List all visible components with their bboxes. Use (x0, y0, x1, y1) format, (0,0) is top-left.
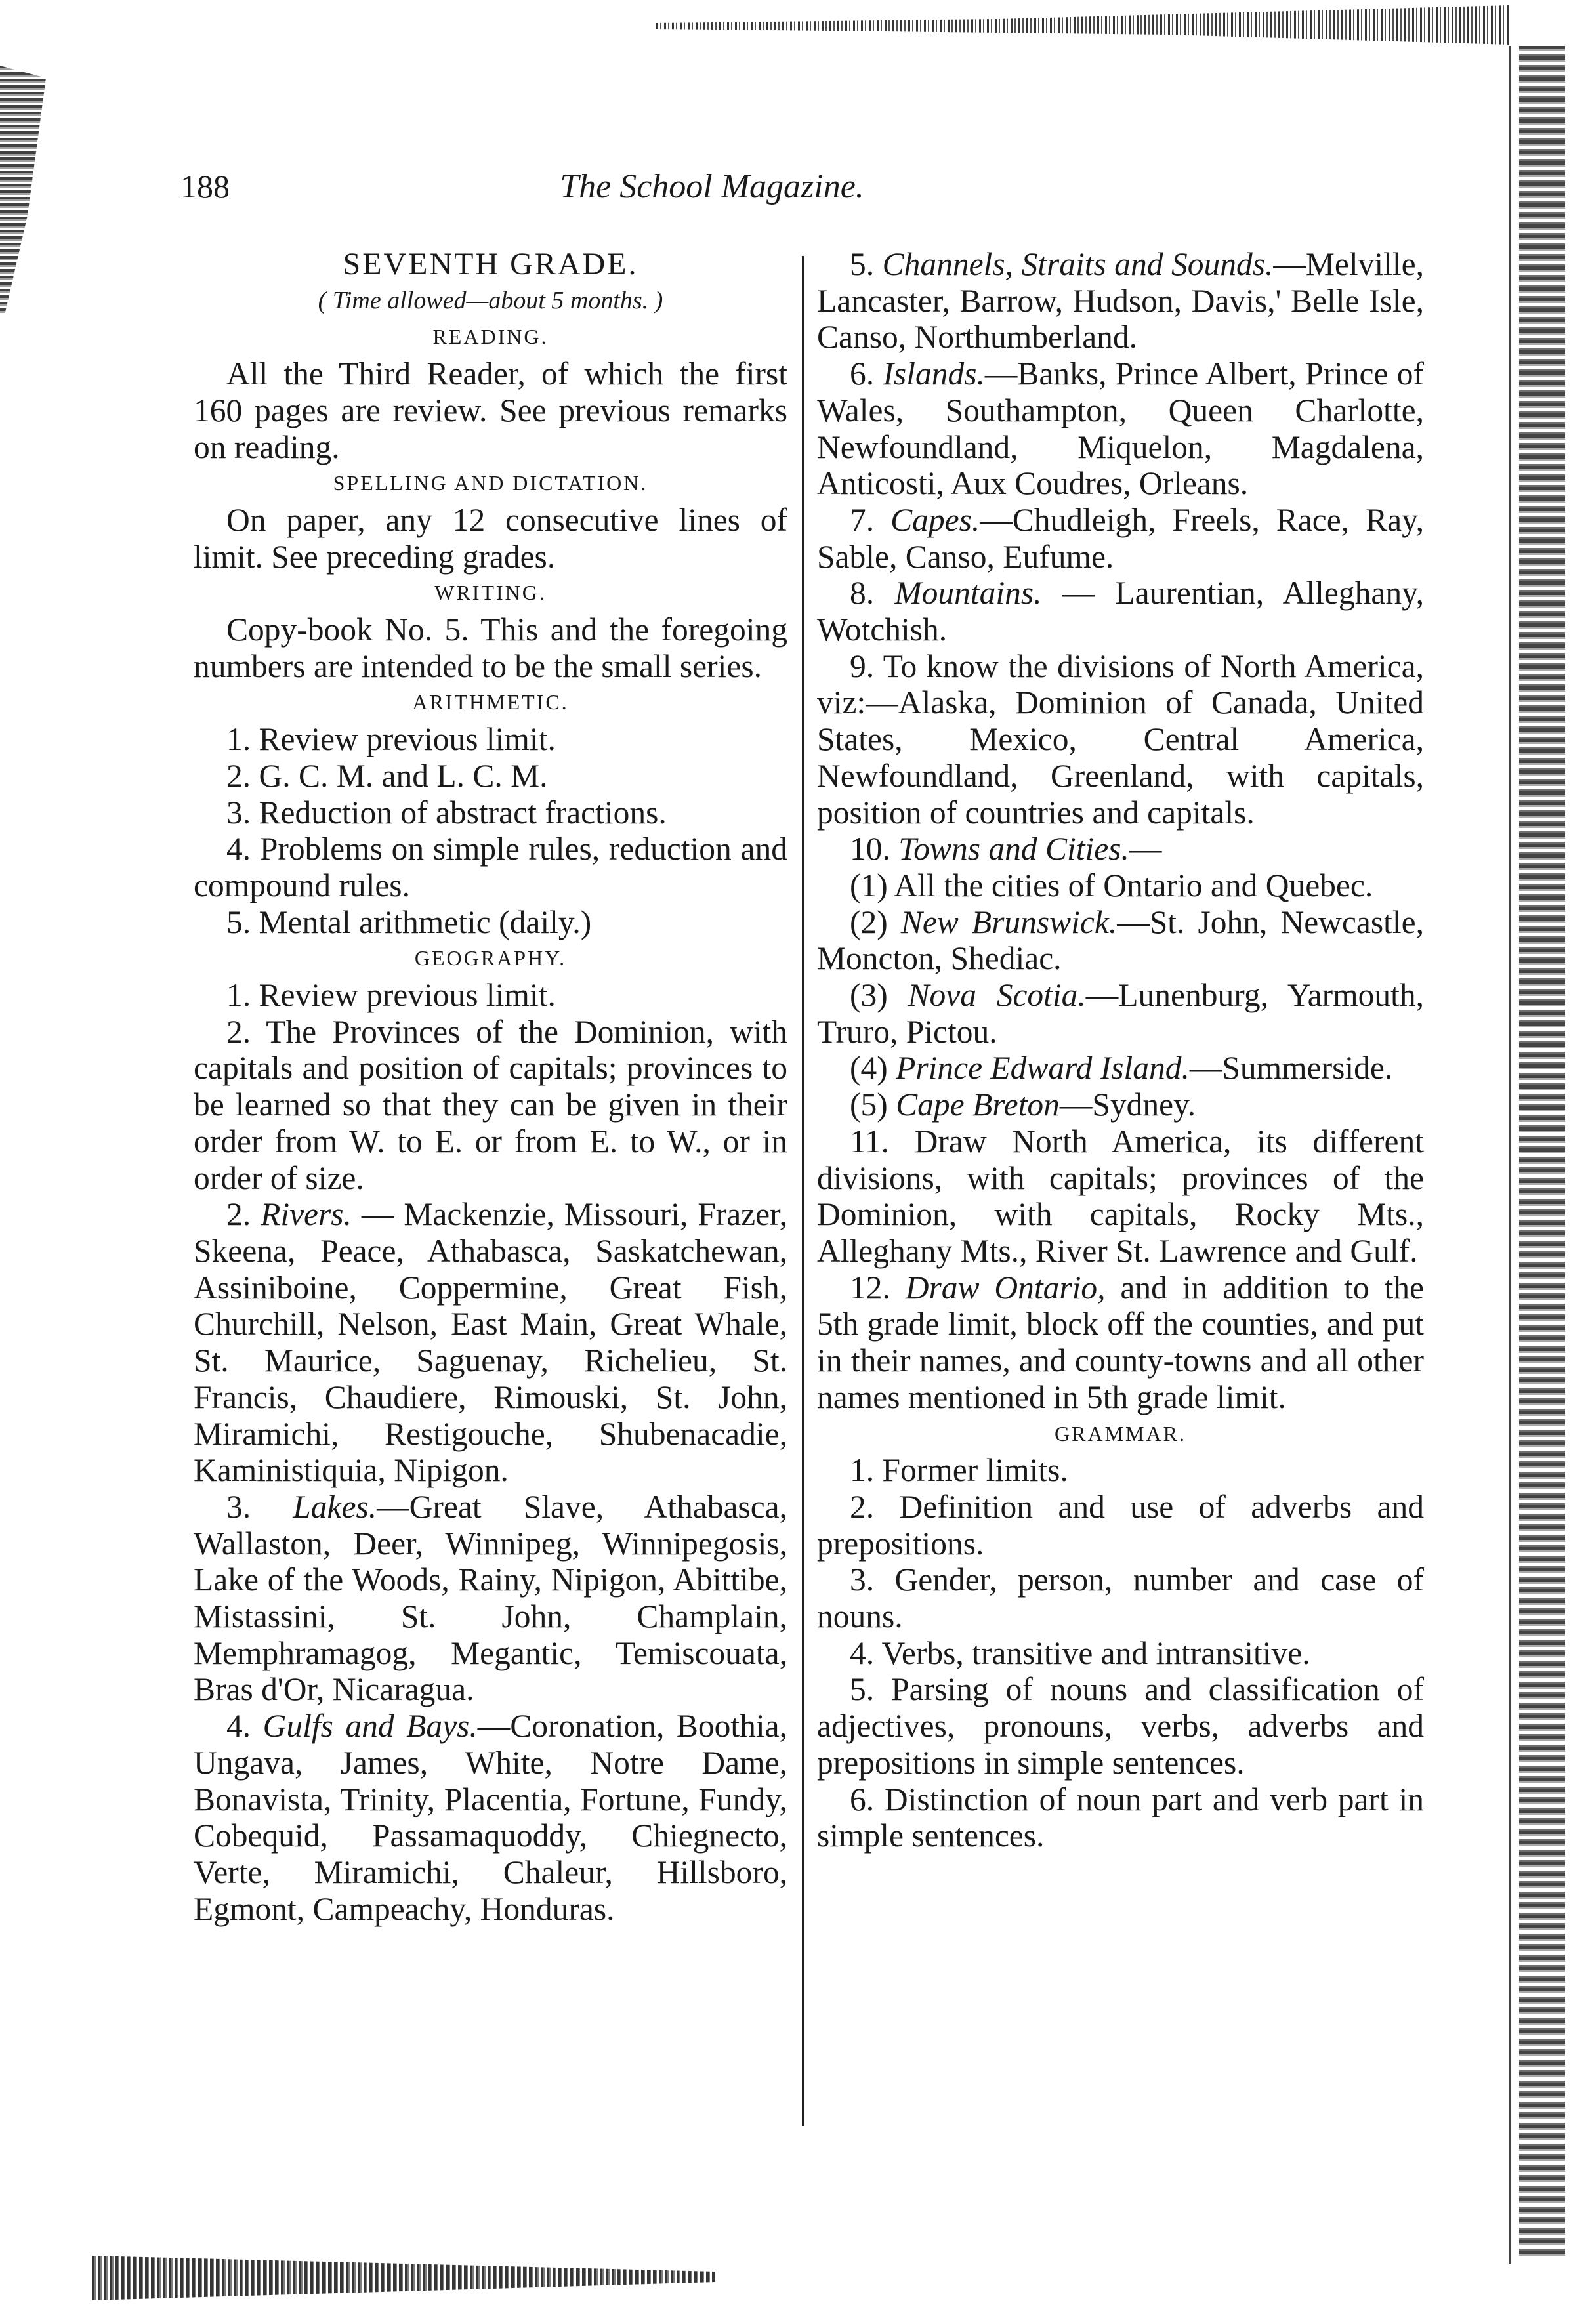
grammar-heading: GRAMMAR. (1055, 1421, 1186, 1445)
sub-item (817, 904, 1424, 977)
sub-text: —Summerside. (1189, 1050, 1393, 1087)
sub-text: —Sydney. (1059, 1087, 1196, 1123)
arithmetic-heading: ARITHMETIC. (412, 690, 569, 715)
sub-label: Nova Scotia. (908, 977, 1086, 1014)
towns-label: Towns and Cities. (898, 831, 1129, 867)
reading-heading: READING. (432, 325, 549, 349)
gulfs-text: —Coronation, Boothia, Ungava, James, White, Notre Dame, Bonavista, Trinity, Placentia, Fortune, Fundy, Cobequid, Passamaquoddy, Chiegnecto, Verte, Miramichi, Chaleur, Hillsboro, Egmont, Campeachy, Honduras. (194, 1708, 788, 1927)
sub-text: —Lunenburg, Yarmouth, Truro, Pictou. (817, 977, 1424, 1050)
sub-item (817, 977, 1424, 1050)
item-number: (3) (850, 977, 888, 1014)
item-number: 5. (850, 246, 875, 282)
item-number: (5) (850, 1087, 888, 1123)
page-number: 188 (180, 168, 230, 205)
channels-label: Channels, Straits and Sounds. (882, 246, 1274, 282)
item-number: 8. (850, 575, 875, 612)
list-item: 2. Definition and use of adverbs and prepositions. (817, 1488, 1424, 1562)
list-item: 6. Distinction of noun part and verb part in simple sentences. (817, 1781, 1424, 1854)
list-item: 2. The Provinces of the Dominion, with capitals and position of capitals; provinces to be learned so that they can be given in their order from W. to E. or from E. to W., or in order of size. (194, 1013, 787, 1196)
rivers-item (194, 1196, 787, 1489)
capes-item (817, 502, 1424, 575)
list-item: 4. Problems on simple rules, reduction and compound rules. (194, 831, 787, 903)
list-item: 3. Reduction of abstract fractions. (226, 794, 667, 831)
list-item: 2. G. C. M. and L. C. M. (226, 757, 548, 794)
mountains-item (817, 575, 1424, 648)
sub-label: Cape Breton (896, 1087, 1060, 1123)
islands-label: Islands. (883, 356, 985, 392)
item-number: (4) (850, 1050, 888, 1087)
column-divider (802, 256, 804, 2126)
item-number: 4. (226, 1708, 251, 1745)
right-column (817, 246, 1424, 1854)
geography-heading: GEOGRAPHY. (414, 946, 567, 970)
item-number: 7. (850, 501, 875, 538)
sub-text: —St. John, Newcastle, Moncton, Shediac. (817, 903, 1424, 977)
reading-text: All the Third Reader, of which the first 160 pages are review. See previous remarks on reading. (194, 356, 787, 465)
scan-edge-right (1519, 46, 1565, 2257)
mountains-label: Mountains. (894, 575, 1042, 612)
running-title: The School Magazine. (560, 168, 864, 205)
draw-ontario-item (817, 1270, 1424, 1416)
rivers-text: — Mackenzie, Missouri, Frazer, Skeena, Peace, Athabasca, Saskatchewan, Assiniboine, Coppermine, Great Fish, Churchill, Nelson, East Main, Great Whale, St. Maurice, Saguenay, Richelieu, St. Francis, Chaudiere, Rimouski, St. John, Miramichi, Restigouche, Shubenacadie, Kaministiquia, Nipigon. (194, 1196, 788, 1489)
list-item: 1. Former limits. (850, 1452, 1068, 1489)
grade-title: SEVENTH GRADE. (343, 247, 638, 281)
writing-heading: WRITING. (434, 581, 547, 605)
item-number: (2) (850, 903, 888, 940)
capes-label: Capes. (890, 501, 980, 538)
lakes-text: —Great Slave, Athabasca, Wallaston, Deer, Winnipeg, Winnipegosis, Lake of the Woods, Rainy, Nipigon, Abittibe, Mistassini, St. John, Champlain, Memphramagog, Megantic, Temiscouata, Bras d'Or, Nicaragua. (194, 1488, 788, 1708)
towns-dash: — (1129, 831, 1162, 867)
item-number: 3. (226, 1488, 251, 1525)
list-item: 9. To know the divisions of North America, viz:—Alaska, Dominion of Canada, United States, Mexico, Central America, Newfoundland, Greenland, with capitals, position of countries and capitals. (817, 648, 1424, 831)
towns-item (817, 831, 1424, 867)
time-note: ( Time allowed—about 5 months. ) (318, 286, 663, 314)
list-item: 5. Mental arithmetic (daily.) (226, 903, 592, 940)
item-number: 10. (850, 831, 890, 867)
draw-ontario-text: and in addition to the 5th grade limit, block off the counties, and put in their names, and county-towns and all other names mentioned in 5th grade limit. (817, 1269, 1424, 1415)
channels-text: —Melville, Lancaster, Barrow, Hudson, Davis,' Belle Isle, Canso, Northumberland. (817, 246, 1424, 356)
spelling-text: On paper, any 12 consecutive lines of limit. See preceding grades. (194, 501, 787, 575)
sub-item (817, 1087, 1424, 1123)
sub-label: New Brunswick. (900, 903, 1118, 940)
channels-item (817, 246, 1424, 356)
capes-text: —Chudleigh, Freels, Race, Ray, Sable, Canso, Eufume. (817, 501, 1425, 575)
scan-edge-top (656, 5, 1509, 45)
page-header (180, 167, 1427, 220)
list-item: (1) All the cities of Ontario and Quebec. (850, 867, 1373, 903)
islands-item (817, 356, 1424, 502)
lakes-label: Lakes. (293, 1488, 377, 1525)
draw-ontario-label: Draw Ontario, (905, 1269, 1106, 1306)
mountains-text: — Laurentian, Alleghany, Wotchish. (817, 575, 1425, 648)
gulfs-label: Gulfs and Bays. (262, 1708, 478, 1745)
list-item: 11. Draw North America, its different divisions, with capitals; provinces of the Dominion, with capitals, Rocky Mts., Alleghany Mts., River St. Lawrence and Gulf. (817, 1123, 1424, 1269)
lakes-item (194, 1489, 787, 1708)
left-column (194, 246, 787, 1927)
list-item: 4. Verbs, transitive and intransitive. (850, 1634, 1310, 1671)
item-number: 6. (850, 356, 875, 392)
list-item: 5. Parsing of nouns and classification of adjectives, pronouns, verbs, adverbs and prepositions in simple sentences. (817, 1671, 1424, 1781)
spelling-heading: SPELLING AND DICTATION. (333, 471, 648, 495)
scan-edge-line (1509, 46, 1511, 2264)
list-item: 1. Review previous limit. (226, 721, 556, 758)
gulfs-item (194, 1708, 787, 1927)
item-number: 12. (850, 1269, 890, 1306)
sub-item (817, 1050, 1424, 1087)
rivers-label: Rivers. (261, 1196, 352, 1233)
scan-edge-left (0, 66, 46, 315)
islands-text: —Banks, Prince Albert, Prince of Wales, Southampton, Queen Charlotte, Newfoundland, Miquelon, Magdalena, Anticosti, Aux Coudres, Orleans. (817, 356, 1425, 502)
list-item: 3. Gender, person, number and case of nouns. (817, 1562, 1424, 1635)
sub-label: Prince Edward Island. (896, 1050, 1190, 1087)
list-item: 1. Review previous limit. (226, 977, 556, 1014)
scan-edge-bottom (92, 2251, 715, 2303)
item-number: 2. (226, 1196, 251, 1233)
writing-text: Copy-book No. 5. This and the foregoing numbers are intended to be the small series. (194, 612, 787, 684)
